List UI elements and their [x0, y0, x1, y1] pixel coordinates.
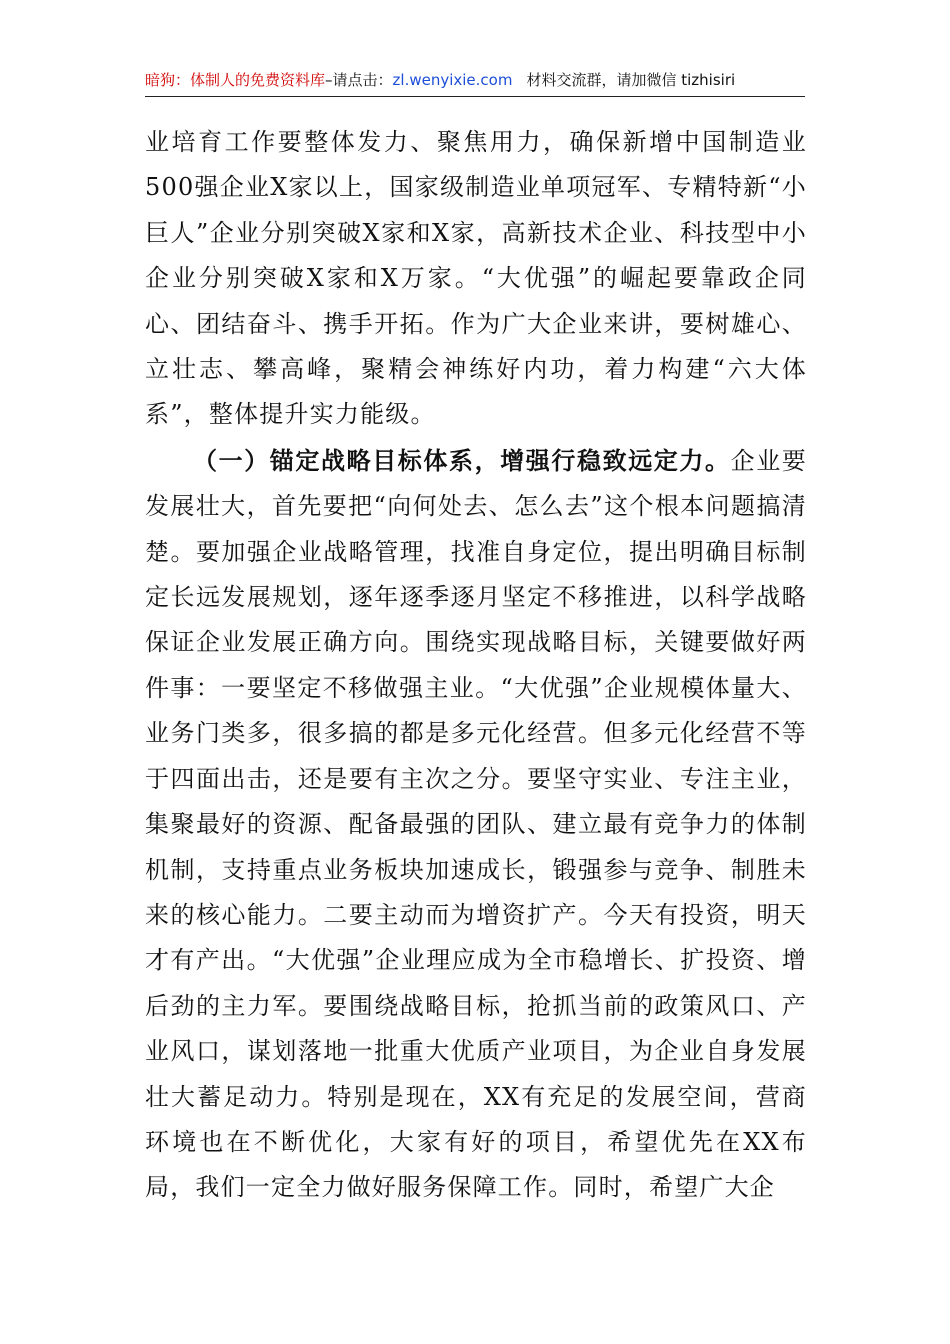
- header-site-name: 暗狗：体制人的免费资料库: [145, 71, 326, 89]
- paragraph-2-body: 企业要发展壮大，首先要把“向何处去、怎么去”这个根本问题搞清楚。要加强企业战略管理，找准自身定位，提出明确目标制定长远发展规划，逐年逐季逐月坚定不移推进，以科学战略保证企业发展正确方向。围绕实现战略目标，关键要做好两件事：一要坚定不移做强主业。“大优强”企业规模体量大、业务门类多，很多搞的都是多元化经营。但多元化经营不等于四面出击，还是要有主次之分。要坚守实业、专注主业，集聚最好的资源、配备最强的团队、建立最有竞争力的体制机制，支持重点业务板块加速成长，锻强参与竞争、制胜未来的核心能力。二要主动而为增资扩产。今天有投资，明天才有产出。“大优强”企业理应成为全市稳增长、扩投资、增后劲的主力军。要围绕战略目标，抢抓当前的政策风口、产业风口，谋划落地一批重大优质产业项目，为企业自身发展壮大蓄足动力。特别是现在，XX有充足的发展空间，营商环境也在不断优化，大家有好的项目，希望优先在XX布局，我们一定全力做好服务保障工作。同时，希望广大企: [145, 446, 807, 1202]
- document-body: [145, 120, 807, 1211]
- paragraph-2: [145, 438, 807, 1211]
- header-click-prompt: –请点击：: [325, 71, 393, 89]
- page-header: [145, 64, 805, 97]
- section-heading: （一）锚定战略目标体系，增强行稳致远定力。: [193, 445, 731, 475]
- header-wechat-note: 材料交流群，请加微信 tizhisiri: [526, 71, 736, 89]
- paragraph-1: 业培育工作要整体发力、聚焦用力，确保新增中国制造业500强企业X家以上，国家级制造业单项冠军、专精特新“小巨人”企业分别突破X家和X家，高新技术企业、科技型中小企业分别突破X家和X万家。“大优强”的崛起要靠政企同心、团结奋斗、携手开拓。作为广大企业来讲，要树雄心、立壮志、攀高峰，聚精会神练好内功，着力构建“六大体系”，整体提升实力能级。: [145, 128, 807, 429]
- header-link[interactable]: zl.wenyixie.com: [392, 71, 513, 89]
